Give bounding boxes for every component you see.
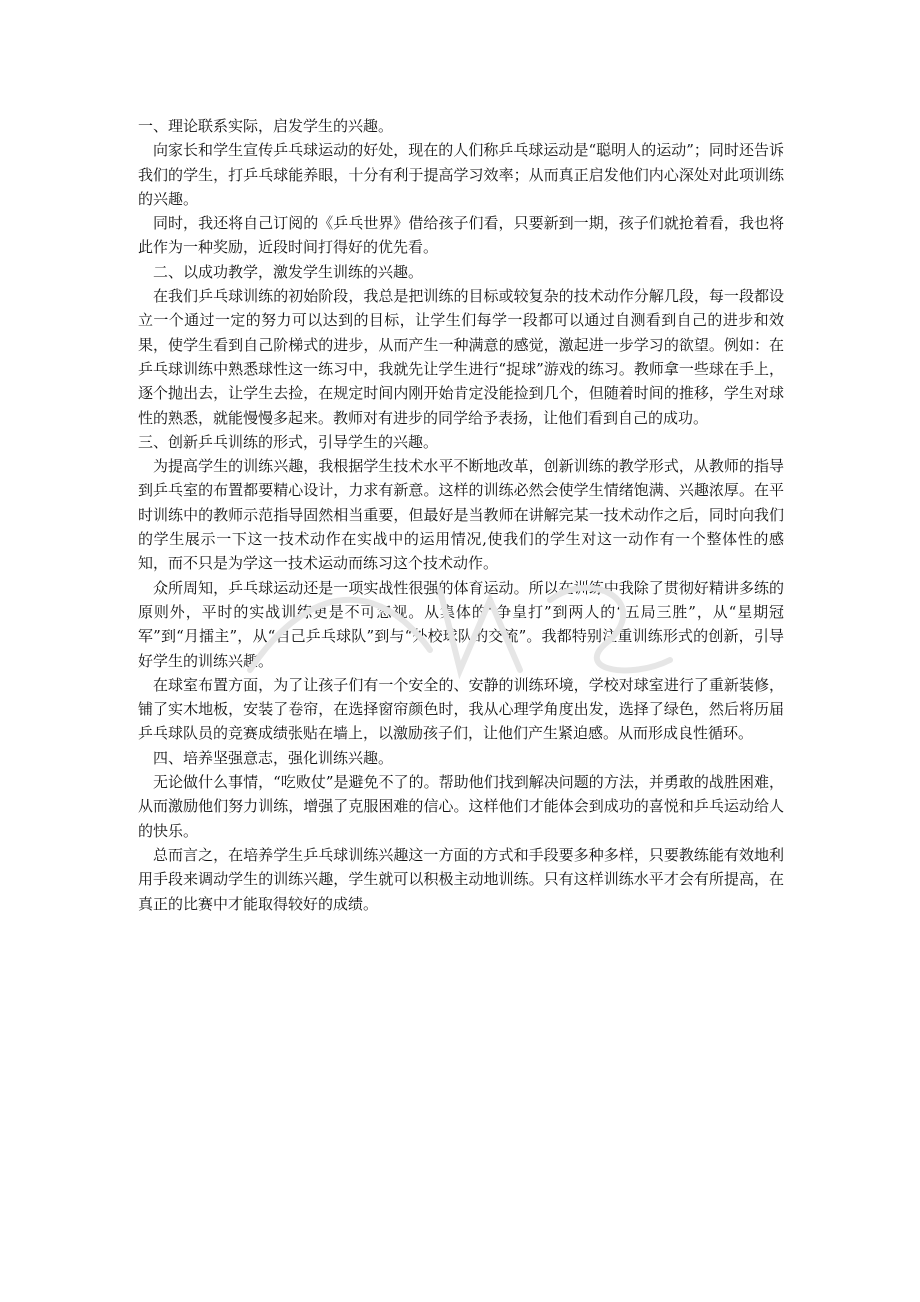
paragraph-10: 四、培养坚强意志，强化训练兴趣。 <box>153 748 394 767</box>
paragraph-4: 二、以成功教学，激发学生训练的兴趣。 <box>153 262 424 281</box>
paragraph-1: 一、理论联系实际，启发学生的兴趣。 <box>138 117 394 135</box>
paragraph-3: 同时，我还将自己订阅的《乒乓世界》借给孩子们看，只要新到一期，孩子们就抢着看，我也将此作为一种奖励，近段时间打得好的优先看。 <box>138 214 784 257</box>
paragraph-8: 众所周知，乒乓球运动还是一项实战性很强的体育运动。所以在训练中我除了贯彻好精讲多练的原则外，平时的实战训练更是不可忽视。从集体的“争皇打”到两人的“五局三胜”，从“星期冠军”到“月擂主”，从“自己乒乓球队”到与“外校球队的交流”。我都特别注重训练形式的创新，引导好学生的训练兴趣。 <box>138 578 784 670</box>
paragraph-12: 总而言之，在培养学生乒乓球训练兴趣这一方面的方式和手段要多种多样，只要教练能有效地利用手段来调动学生的训练兴趣，学生就可以积极主动地训练。只有这样训练水平才会有所提高，在真正的比赛中才能取得较好的成绩。 <box>138 845 784 913</box>
paragraph-2: 向家长和学生宣传乒乓球运动的好处，现在的人们称乒乓球运动是“聪明人的运动”；同时还告诉我们的学生，打乒乓球能养眼，十分有利于提高学习效率；从而真正启发他们内心深处对此项训练的兴趣。 <box>138 141 784 208</box>
paragraph-5: 在我们乒乓球训练的初始阶段，我总是把训练的目标或较复杂的技术动作分解几段，每一段都设立一个通过一定的努力可以达到的目标，让学生们每学一段都可以通过自测看到自己的进步和效果，使学生看到自己阶梯式的进步，从而产生一种满意的感觉，激起进一步学习的欲望。例如：在乒乓球训练中熟悉球性这一练习中，我就先让学生进行“捉球”游戏的练习。教师拿一些球在手上，逐个抛出去，让学生去捡，在规定时间内刚开始肯定没能捡到几个，但随着时间的推移，学生对球性的熟悉，就能慢慢多起来。教师对有进步的同学给予表扬，让他们看到自己的成功。 <box>138 287 784 427</box>
paragraph-7: 为提高学生的训练兴趣，我根据学生技术水平不断地改革，创新训练的教学形式，从教师的指导到乒乓室的布置都要精心设计，力求有新意。这样的训练必然会使学生情绪饱满、兴趣浓厚。在平时训练中的教师示范指导固然相当重要，但最好是当教师在讲解完某一技术动作之后，同时向我们的学生展示一下这一技术动作在实战中的运用情况,使我们的学生对这一动作有一个整体性的感知，而不只是为学这一技术运动而练习这个技术动作。 <box>138 457 784 573</box>
document-body <box>138 114 784 916</box>
paragraph-6: 三、创新乒乓训练的形式，引导学生的兴趣。 <box>138 432 439 451</box>
paragraph-9: 在球室布置方面，为了让孩子们有一个安全的、安静的训练环境，学校对球室进行了重新装修，铺了实木地板，安装了卷帘，在选择窗帘颜色时，我从心理学角度出发，选择了绿色，然后将历届乒乓球队员的竞赛成绩张贴在墙上，以激励孩子们，让他们产生紧迫感。从而形成良性循环。 <box>138 675 784 743</box>
paragraph-11: 无论做什么事情，“吃败仗”是避免不了的。帮助他们找到解决问题的方法，并勇敢的战胜困难，从而激励他们努力训练，增强了克服困难的信心。这样他们才能体会到成功的喜悦和乒乓运动给人的快乐。 <box>138 773 784 840</box>
